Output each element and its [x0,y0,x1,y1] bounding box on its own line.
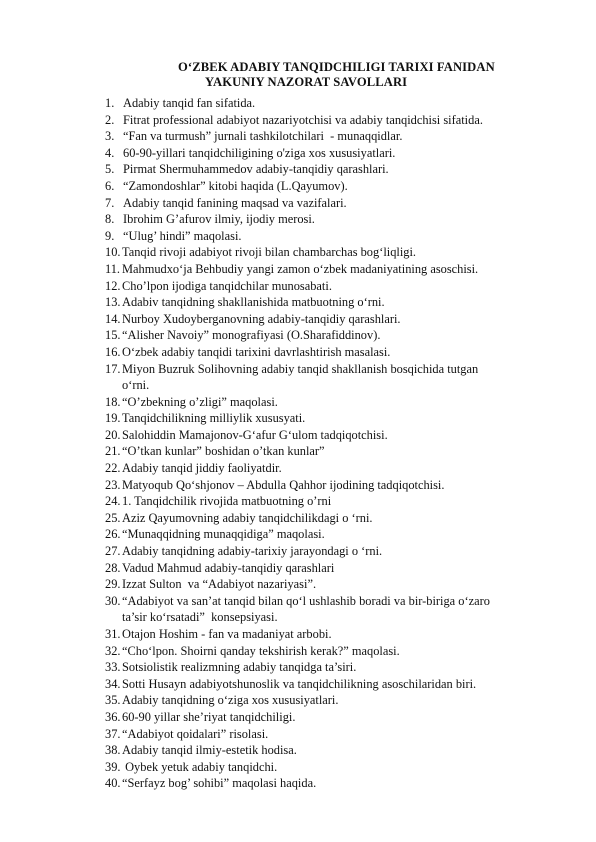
question-number: 14. [105,311,121,326]
question-list [105,95,565,792]
document-title-line1: O‘ZBEK ADABIY TANQIDCHILIGI TARIXI FANIDAN [178,60,495,74]
question-text: “Alisher Navoiy” monografiyasi (O.Sharafiddinov). [122,328,381,343]
question-item [105,278,565,295]
question-number: 1. [105,96,115,110]
question-text: “O’tkan kunlar” boshidan o’tkan kunlar” [122,444,325,459]
question-item [105,261,565,278]
question-text: Adabiy tanqid ilmiy-estetik hodisa. [122,743,297,758]
question-number: 2. [105,112,115,127]
question-text: Adabiy tanqidning adabiy-tarixiy jarayondagi o ‘rni. [122,544,383,559]
question-number: 9. [105,228,115,243]
question-number: 20. [105,427,121,442]
question-number: 29. [105,577,121,592]
question-text: Adabiy tanqidning o‘ziga xos xususiyatlari. [122,693,339,708]
question-item [105,128,565,145]
question-text: Adabiy tanqid jiddiy faoliyatdir. [122,461,282,476]
question-item [105,692,565,709]
question-number: 3. [105,129,115,144]
question-item [105,311,565,328]
question-item [105,477,565,494]
question-text: Miyon Buzruk Solihovning adabiy tanqid shakllanish bosqichida tutgan o‘rni. [122,361,479,393]
question-item [105,95,565,112]
question-number: 17. [105,361,121,376]
question-number: 10. [105,245,121,260]
question-number: 34. [105,676,121,691]
question-item [105,244,565,261]
question-number: 26. [105,527,121,542]
question-item [105,526,565,543]
question-item [105,145,565,162]
question-text: Vadud Mahmud adabiy-tanqidiy qarashlari [122,560,335,575]
question-item [105,775,565,792]
question-number: 23. [105,477,121,492]
question-number: 35. [105,693,121,708]
question-text: 60-90-yillari tanqidchiligining o'ziga xos xususiyatlari. [123,145,396,160]
question-text: “Fan va turmush” jurnali tashkilotchilari - munaqqidlar. [123,129,403,144]
question-item [105,178,565,195]
question-text: “Adabiyot qoidalari” risolasi. [122,726,269,741]
question-number: 8. [105,212,115,227]
question-text: 1. Tanqidchilik rivojida matbuotning o’rni [122,494,332,509]
question-text: “Cho‘lpon. Shoirni qanday tekshirish kerak?” maqolasi. [122,643,400,658]
question-item [105,211,565,228]
question-text: 60-90 yillar she’riyat tanqidchiligi. [122,709,296,724]
question-number: 39. [105,759,121,774]
question-number: 12. [105,278,121,293]
question-item [105,493,565,510]
question-text: Izzat Sulton va “Adabiyot nazariyasi”. [122,577,317,592]
question-item [105,659,565,676]
question-text: “Ulug’ hindi” maqolasi. [123,228,242,243]
question-item [105,759,565,776]
question-number: 40. [105,776,121,791]
question-item [105,726,565,743]
question-item [105,676,565,693]
question-text: “Munaqqidning munaqqidiga” maqolasi. [122,527,325,542]
question-item [105,742,565,759]
question-number: 11. [105,261,121,276]
question-number: 33. [105,660,121,675]
question-text: Pirmat Shermuhammedov adabiy-tanqidiy qarashlari. [123,162,389,177]
question-item [105,643,565,660]
question-number: 36. [105,709,121,724]
question-item [105,394,565,411]
question-item [105,460,565,477]
question-item [105,410,565,427]
question-item [105,294,565,311]
question-number: 21. [105,444,121,459]
question-text: Adabiy tanqid fanining maqsad va vazifalari. [123,195,347,210]
question-text: O‘zbek adabiy tanqidi tarixini davrlashtirish masalasi. [122,344,391,359]
question-text: Sotsiolistik realizmning adabiy tanqidga ta’siri. [122,660,357,675]
question-item [105,195,565,212]
question-number: 24. [105,494,121,509]
question-item [105,228,565,245]
question-item [105,560,565,577]
question-number: 31. [105,627,121,641]
question-number: 27. [105,544,121,559]
question-text: Otajon Hoshim - fan va madaniyat arbobi. [122,627,332,641]
question-number: 22. [105,461,121,476]
question-text: “Zamondoshlar” kitobi haqida (L.Qayumov). [123,178,348,193]
question-text: Aziz Qayumovning adabiy tanqidchilikdagi o ‘rni. [122,510,373,525]
question-item [105,510,565,527]
question-text: “Serfayz bog’ sohibi” maqolasi haqida. [122,776,317,791]
question-text: Salohiddin Mamajonov-G‘afur G‘ulom tadqiqotchisi. [122,427,388,442]
question-number: 6. [105,178,115,193]
question-number: 7. [105,195,115,210]
question-text: Tanqidchilikning milliylik xususyati. [122,411,306,426]
question-item [105,709,565,726]
question-item [105,427,565,444]
question-text: Matyoqub Qo‘shjonov – Abdulla Qahhor ijodining tadqiqotchisi. [122,477,445,492]
question-item [105,543,565,560]
question-number: 38. [105,743,121,758]
question-item [105,576,565,593]
question-number: 16. [105,344,121,359]
question-text: Sotti Husayn adabiyotshunoslik va tanqidchilikning asoschilaridan biri. [122,676,477,691]
question-number: 13. [105,295,121,310]
question-text: Ibrohim G’afurov ilmiy, ijodiy merosi. [123,212,315,227]
question-item [105,361,565,394]
question-item [105,161,565,178]
question-text: “O’zbekning o’zligi” maqolasi. [122,394,278,409]
question-text: Adabiv tanqidning shakllanishida matbuotning o‘rni. [122,295,385,310]
question-number: 4. [105,145,115,160]
question-item [105,626,565,643]
question-number: 28. [105,560,121,575]
question-text: Adabiy tanqid fan sifatida. [123,96,256,110]
question-number: 37. [105,726,121,741]
question-text: Tanqid rivoji adabiyot rivoji bilan chambarchas bog‘liqligi. [122,245,417,260]
question-text: Nurboy Xudoyberganovning adabiy-tanqidiy qarashlari. [122,311,401,326]
question-text: Fitrat professional adabiyot nazariyotchisi va adabiy tanqidchisi sifatida. [123,112,483,127]
document-title-line2: YAKUNIY NAZORAT SAVOLLARI [205,75,408,89]
question-number: 19. [105,411,121,426]
question-number: 25. [105,510,121,525]
question-number: 30. [105,593,121,608]
question-item [105,593,565,626]
question-text: Cho’lpon ijodiga tanqidchilar munosabati. [122,278,332,293]
question-number: 5. [105,162,115,177]
question-item [105,443,565,460]
question-number: 18. [105,394,121,409]
question-text: Mahmudxo‘ja Behbudiy yangi zamon o‘zbek madaniyatining asoschisi. [122,261,479,276]
question-text: Oybek yetuk adabiy tanqidchi. [122,759,278,774]
question-item [105,112,565,129]
question-item [105,344,565,361]
question-item [105,327,565,344]
question-number: 32. [105,643,121,658]
question-number: 15. [105,328,121,343]
question-text: “Adabiyot va san’at tanqid bilan qo‘l ushlashib boradi va bir-biriga o‘zaro ta’sir ko‘rsatadi” konsepsiyasi. [122,593,490,625]
